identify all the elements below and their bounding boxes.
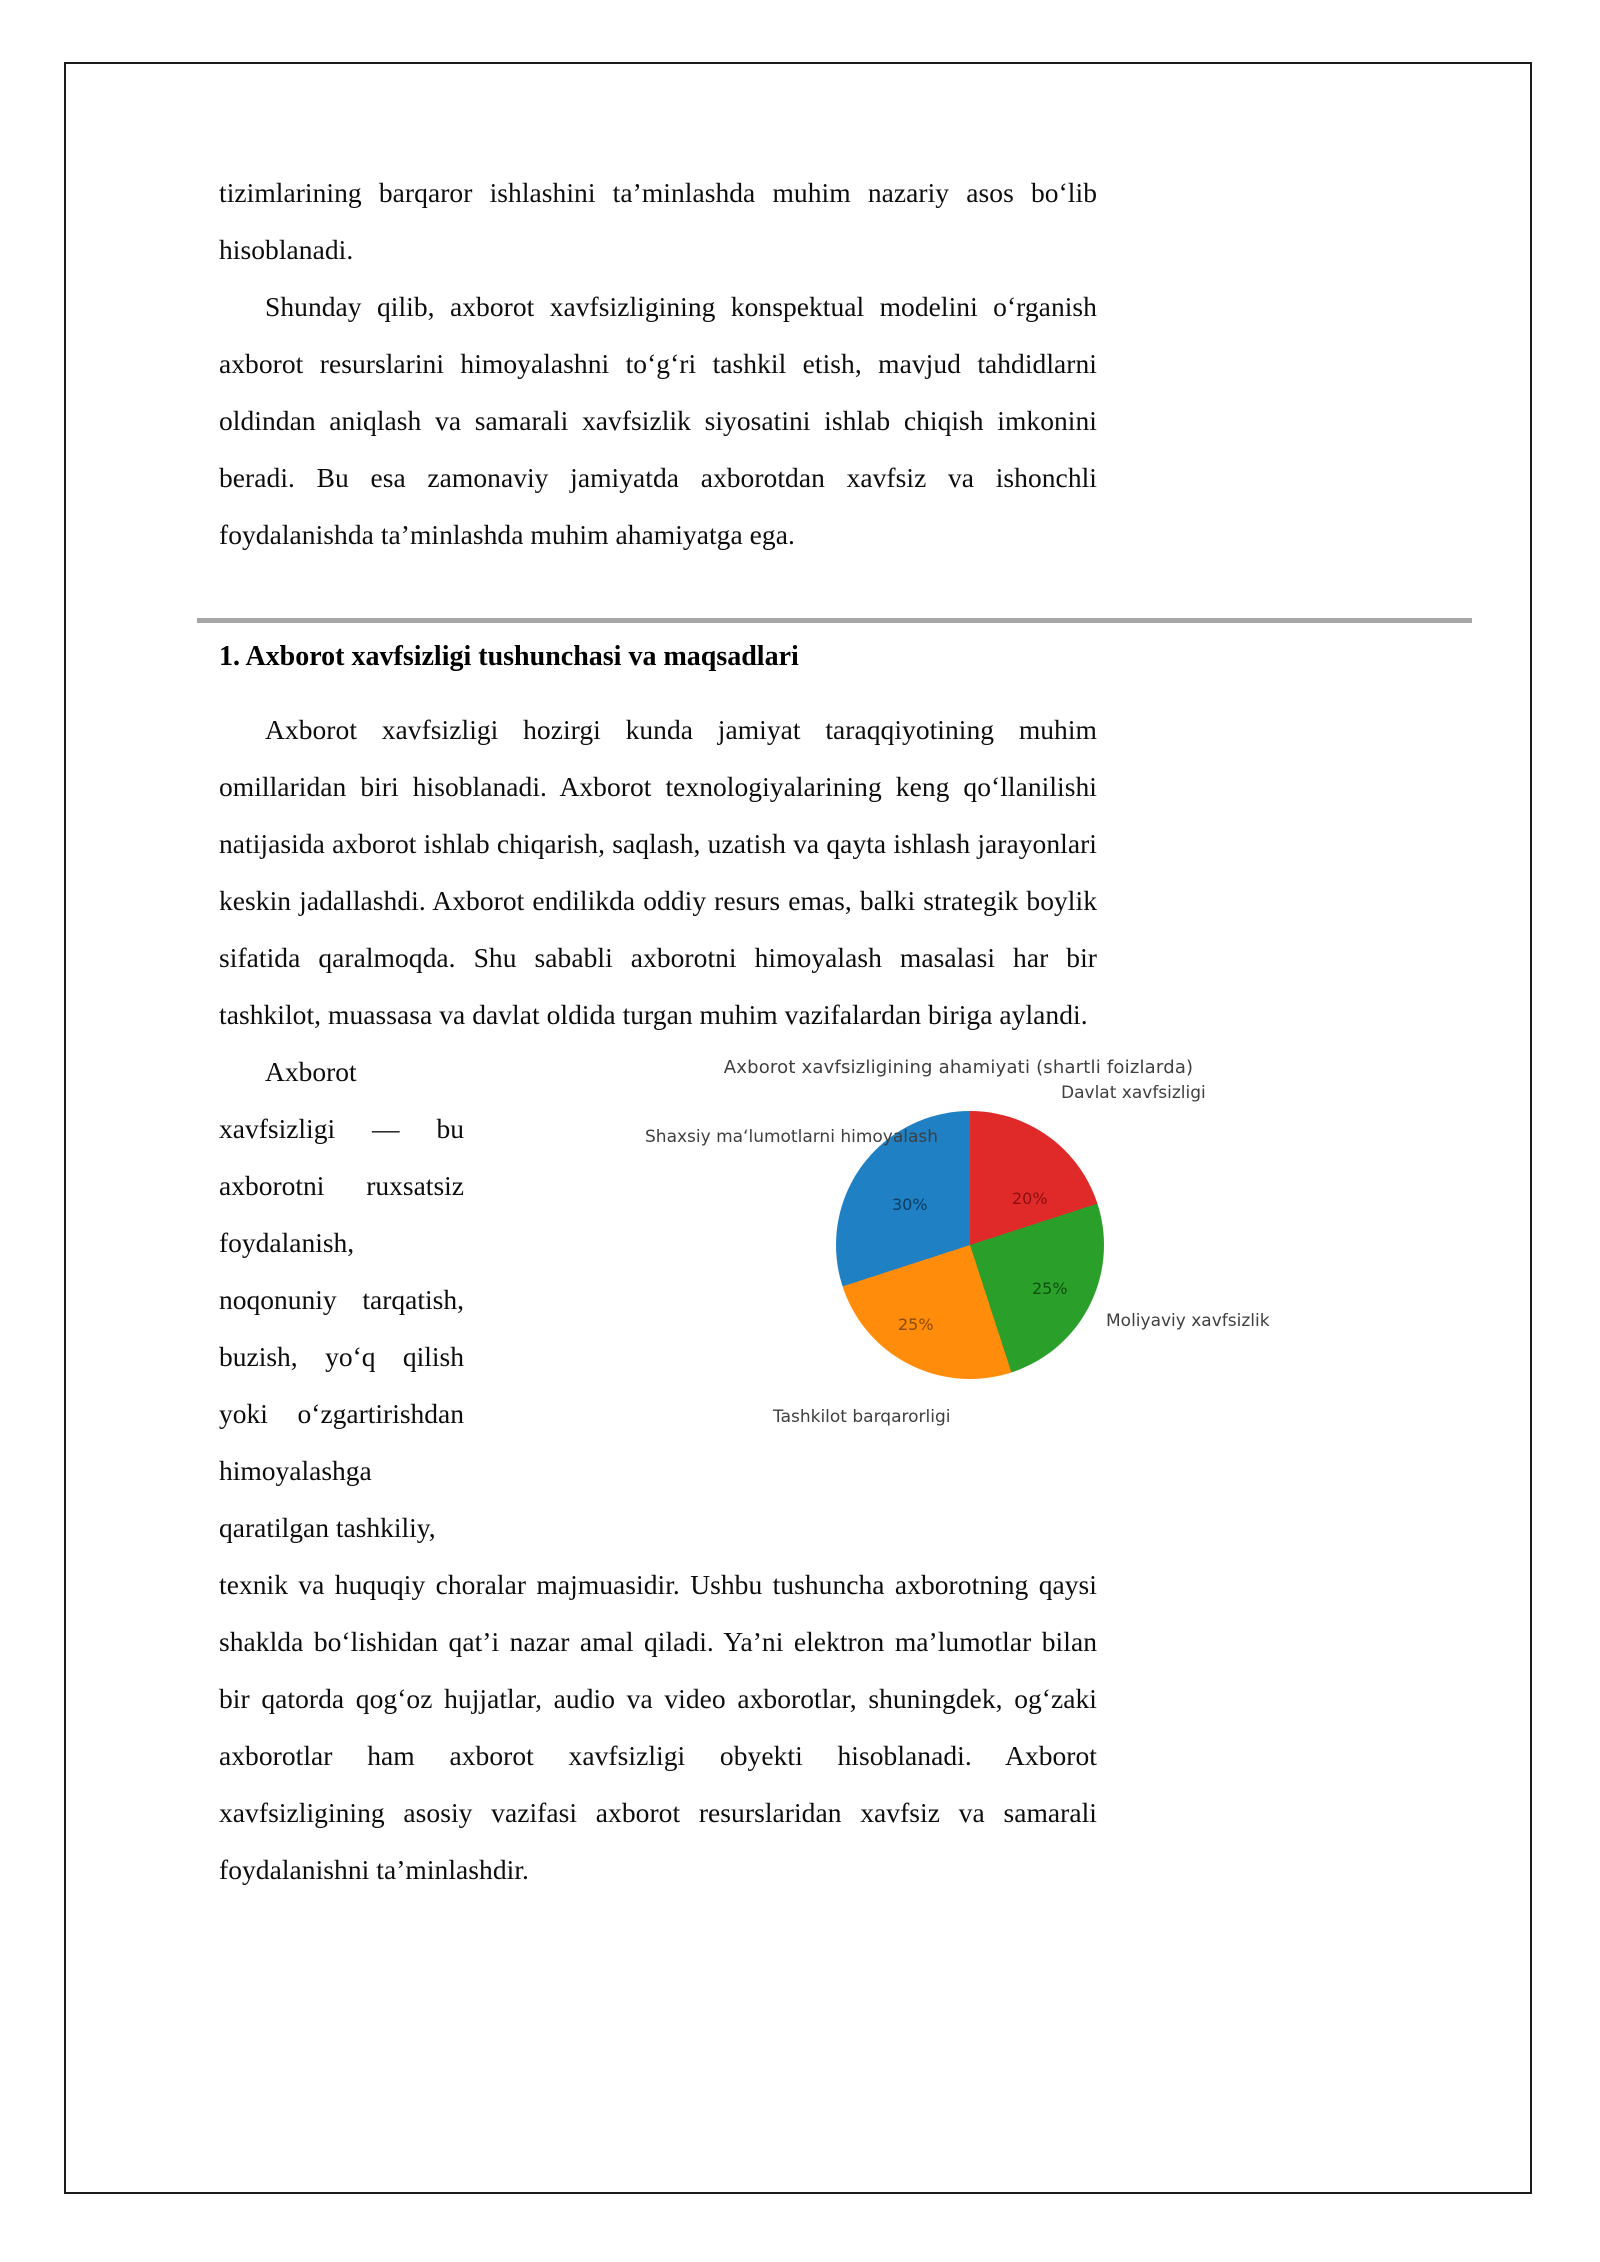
pie-chart-figure [645, 1031, 1270, 1531]
pie-circle [836, 1111, 1104, 1379]
paragraph-definition-tail: texnik va huquqiy choralar majmuasidir. Ushbu tushuncha axborotning qaysi shaklda bo‘lishidan qat’i nazar amal qiladi. Ya’ni elektron ma’lumotlar bilan bir qatorda qog‘oz hujjatlar, audio va video axborotlar, shuningdek, og‘zaki axborotlar ham axborot xavfsizligi obyekti hisoblanadi. Axborot xavfsizligining asosiy vazifasi axborot resurslaridan xavfsiz va samarali foydalanishni ta’minlashdir. [219, 1569, 1097, 1885]
pie-value-label-tashkilot: 25% [898, 1315, 934, 1334]
figure-and-column-block [219, 1043, 1270, 1556]
pie-value-label-shaxsiy: 30% [892, 1195, 928, 1214]
paragraph-shunday-qilib: Shunday qilib, axborot xavfsizligining konspektual modelini o‘rganish axborot resurslarini himoyalashni to‘g‘ri tashkil etish, mavjud tahdidlarni oldindan aniqlash va samarali xavfsizlik siyosatini ishlab chiqish imkonini beradi. Bu esa zamonaviy jamiyatda axborotdan xavfsiz va ishonchli foydalanishda ta’minlashda muhim ahamiyatga ega. [219, 291, 1097, 550]
paragraph-axborot-xavfsizligi-hozirgi: Axborot xavfsizligi hozirgi kunda jamiyat taraqqiyotining muhim omillaridan biri hisoblanadi. Axborot texnologiyalarining keng qo‘llanilishi natijasida axborot ishlab chiqarish, saqlash, uzatish va qayta ishlash jarayonlari keskin jadallashdi. Axborot endilikda oddiy resurs emas, balki strategik boylik sifatida qaralmoqda. Shu sababli axborotni himoyalash masalasi har bir tashkilot, muassasa va davlat oldida turgan muhim vazifalardan biriga aylandi. [219, 714, 1097, 1030]
pie-category-label-shaxsiy: Shaxsiy ma‘lumotlarni himoyalash [645, 1127, 939, 1147]
pie-value-label-moliyaviy: 25% [1032, 1279, 1068, 1298]
pie-value-label-davlat: 20% [1012, 1189, 1048, 1208]
pie-area [836, 1111, 1104, 1379]
pie-category-label-moliyaviy: Moliyaviy xavfsizlik [1106, 1311, 1270, 1331]
section-divider [197, 618, 1472, 626]
paragraph-definition-narrow: Axborot xavfsizligi — bu axborotni ruxsatsiz foydalanish, noqonuniy tarqatish, buzish, yo‘q qilish yoki o‘zgartirishdan himoyalashga qaratilgan tashkiliy, [219, 1056, 464, 1543]
page-sheet [64, 62, 1532, 2194]
heading-spacer [219, 677, 1097, 701]
pie-category-label-davlat: Davlat xavfsizligi [1061, 1083, 1206, 1103]
page-title: 1. Axborot xavfsizligi tushunchasi va maqsadlari [219, 641, 799, 672]
narrow-text-column [219, 1043, 464, 1556]
section-divider-rule [197, 618, 1472, 623]
chart-title: Axborot xavfsizligining ahamiyati (shartli foizlarda) [723, 1057, 1194, 1078]
pie-category-label-tashkilot: Tashkilot barqarorligi [773, 1407, 951, 1427]
paragraph-continued: tizimlarining barqaror ishlashini ta’minlashda muhim nazariy asos bo‘lib hisoblanadi. [219, 177, 1097, 265]
document-body [219, 164, 1270, 1898]
